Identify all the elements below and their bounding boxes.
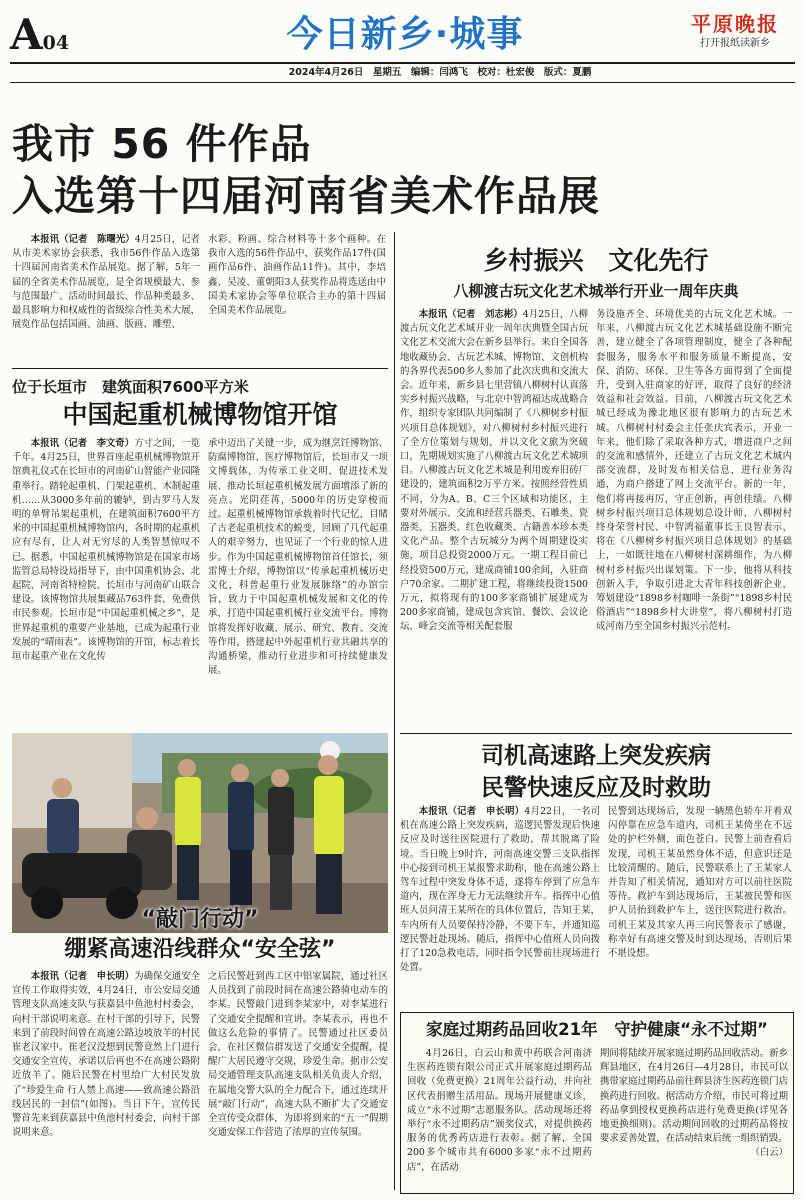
story1-byline: 本报讯（记者 陈曙光）: [30, 234, 135, 245]
story5-headline: [400, 740, 792, 804]
story2-col2: [208, 437, 388, 725]
story5-col2: [608, 805, 792, 1010]
story1-headline: [12, 118, 792, 222]
story1-col1: [12, 233, 200, 360]
story3-subhead: 八柳渡古玩文化艺术城举行开业一周年庆典: [453, 282, 739, 300]
story3-text1: 4月25日，八柳渡古玩文化艺术城开业一周年庆典暨全国古玩文化艺术交流大会在新乡县举行。来自全国各地收藏协会、古玩艺术城、博物馆、文创机构的各界代表500多人参加了此次庆典和交流大会。近年来，新乡县七里营镇八柳树村认真落实乡村振兴战略，与北京中智鸿福达成战略合作，组织专家团队共同编制了《八柳树乡村振兴项目总体规划》，对八柳树村乡村振兴进行了全方位策划与规划，并以文化文旅为突破口，先期规划实施了八柳渡古玩文化艺术城项目。八柳渡古玩文化艺术城是利用废弃旧砖厂建设的，建筑面积2万平方米。按照经营性质不同，分为A、B、C三个区域和功能区，主要对外展示、交流和经营兵器类、石雕类、瓷器类、玉器类、红色收藏类、古籍善本珍本类文化产品。整个古玩城分为两个周期建设实施，项目总投资2000万元。一期工程目前已经投资500万元，建成商铺100余间，入驻商户70余家。二期扩建工程，将继续投资1500万元，拟将现有的100多家商铺扩展建成为200多家商铺，建成包含宾馆、餐饮、会议论坛、峰会交流等相关配套服: [400, 309, 588, 633]
story2-text1: 方寸之间，一览千年。4月25日，世界首座起重机械博物馆开馆典礼仪式在长垣市的河南矿山智能产业园隆重举行。踏轮起重机、门架起重机、木制起重机……从3000多年前的辘轳，到古罗马人发明的单臂吊架起重机，在建筑面积7600平方米的中国起重机械博物馆内，各时期的起重机应有尽有，让人对无穷尽的人类智慧惊叹不已。据悉，中国起重机械博物馆是在国家市场监管总局特设局指导下，由中国重机协会、北起院、河南省特检院、长垣市与河南矿山联合建设。该博物馆共展集藏品763件套，免费供市民参观。长垣市是“中国起重机械之乡”，是世界起重机的重要产业基地，已成为起重行业发展的“晴雨表”。该博物馆的开馆，标志着长垣市起重产业在文化传: [12, 438, 200, 663]
page-number: 04: [42, 32, 70, 54]
story6-box: [400, 1012, 794, 1194]
story6-col2: [600, 1047, 788, 1192]
story4-headline-line1: “敲门行动”: [141, 907, 259, 932]
story3-byline: 本报讯（记者 刘志彬）: [418, 309, 523, 320]
story1-text2: 水彩、粉画、综合材料等十多个画种。在我市入选的56件作品中，获奖作品17件(国画作品6件、油画作品11件)。其中，李培鑫、吴凌、董朝阳3人获奖作品将选送由中国美术家协会等单位联合主办的第十四届全国美术作品展览。: [208, 234, 386, 317]
story1-headline-line1: 我市 56 件作品: [12, 120, 312, 168]
info-rule: [10, 82, 795, 83]
police-home-visit-photo: [12, 733, 388, 933]
page-letter-a: A: [10, 10, 43, 59]
story3-col1: [400, 308, 588, 726]
story4-text1: 为确保交通安全宣传工作取得实效，4月24日，市公安局交通管理支队高速支队与获嘉县中鱼池村村委会，向村干部说明来意。在村干部的引导下，民警来到了前段时间曾在高速公路边坡放羊的村民崔老汉家中。崔老汉没想到民警竟然上门进行交通安全宣传，承诺以后再也不在高速公路附近放羊了。随后民警在村里给广大村民发放了“珍爱生命 行人禁上高速——致高速公路沿线居民的一封信”(如图)。当日下午，宣传民警首先来到获嘉县中鱼池村村委会，向村干部说明来意。: [12, 971, 200, 1139]
story6-text1: 4月26日，白云山和黄中药联合河南济生医药连锁有限公司正式开展家庭过期药品回收（免费更换）21周年公益行动，并向社区代表捐赠生活用品。现场开展健康义诊，成立“永不过期”志愿服务队。活动现场还将举行“永不过期药店”颁奖仪式，对提供换药服务的优秀药店进行表彰。据了解，全国200多个城市共有6000多家“永不过期药店”，在活动: [407, 1048, 592, 1173]
story5-text1: 4月22日，一名司机在高速公路上突发疾病，巡逻民警发现后快速反应及时送往医院进行了救助，帮其脱离了险境。当日晚上9时许，河南高速交警三支队指挥中心接到司机王某报警求助称，他在高速公路上驾车过程中突发身体不适，遂将车停到了应急车道内，现在浑身无力无法继续开车。指挥中心值班人员问清王某所在的具体位置后，告知王某，车内所有人员要保持冷静，不要下车，并通知巡逻民警赶赴现场。随后，指挥中心值班人员向拨打了120急救电话，同时指令民警前往现场进行处置。: [400, 806, 600, 974]
story2-text2: 承中迈出了关键一步，成为继烹饪博物馆、防腐博物馆、医疗博物馆后，长垣市又一项文博载体，为传承工业文明、促进技术发展、推动长垣起重机械发展方面增添了新的亮点。光阴荏苒，5000年的历史穿梭而过。起重机械博物馆承载着时代记忆，目睹了古老起重机技术的蜕变，回顾了几代起重人的艰辛努力，也见证了一个行业的惊人进步。作为中国起重机械博物馆首任馆长，须雷博士介绍，博物馆以“传承起重机械历史文化，科普起重行业发展脉络”的办馆宗旨，致力于中国起重机械发展和文化的传承，打造中国起重机械行业交流平台。博物馆将发挥好收藏、展示、研究、教育、交流等作用，搭建起中外起重机行业共融共享的沟通桥梁，推动行业进步和可持续健康发展。: [208, 438, 388, 677]
section-title: 今日新乡·城事: [286, 14, 524, 55]
story5-col1: [400, 805, 600, 1010]
brand-logo: 平原晚报: [691, 12, 779, 36]
column-divider: [394, 232, 395, 1190]
story1-text1: 4月25日，记者从市美术家协会获悉，我市56件作品入选第十四届河南省美术作品展览。据了解，5年一届的全省美术作品展览，是全省规模最大、参与范围最广、活动时间最长、作品种类最多、最具影响力和权威性的省级综合性美术大展，展览作品包括国画、油画、版画、雕塑、: [12, 234, 200, 331]
story1-headline-line2: 入选第十四届河南省美术作品展: [12, 172, 600, 220]
story5-headline-line2: 民警快速反应及时救助: [481, 775, 711, 801]
story6-sign: （白云）: [750, 1147, 788, 1159]
story2-col1: [12, 437, 200, 725]
divider-left-1: [12, 368, 388, 369]
story3-headline: 乡村振兴 文化先行: [483, 246, 709, 275]
story2-byline: 本报讯（记者 李文奇）: [30, 438, 135, 449]
info-line: 2024年4月26日 星期五 编辑：闫鸿飞 校对：杜宏俊 版式：夏鹏: [288, 67, 592, 78]
story4-headline-line2: 绷紧高速沿线群众“安全弦”: [64, 937, 336, 962]
brand-slogan: 打开报纸读新乡: [700, 38, 770, 49]
page-letter: [10, 12, 80, 58]
story3-col2: [596, 308, 792, 726]
story2-kicker: 位于长垣市 建筑面积7600平方米: [12, 378, 249, 396]
story5-headline-line1: 司机高速路上突发疾病: [481, 743, 711, 769]
story4-col2: [208, 970, 388, 1192]
story6-headline: 家庭过期药品回收21年 守护健康“永不过期”: [426, 1020, 768, 1039]
masthead-rule: [10, 62, 795, 64]
divider-right-1: [400, 733, 792, 734]
story3-text2: 务设施齐全、环境优美的古玩文化艺术城。一年来，八柳渡古玩文化艺术城基础设施不断完善，建立健全了各项管理制度，健全了各种配套服务，服务水平和服务质量不断提高，安保、消防、环保、卫生等各方面得到了全面提升，受到入驻商家的好评，取得了良好的经济效益和社会效益。目前，八柳渡古玩文化艺术城已经成为豫北地区很有影响力的古玩艺术城。八柳树村村委会主任张庆宾表示，开业一年来，他们除了采取各种方式，增进商户之间的交流和感情外，还建立了古玩文化艺术城内部交流群，及时发布相关信息，进行业务沟通，为商户搭建了网上交流平台。新的一年，他们将再接再厉，守正创新，再创佳绩。八柳树乡村振兴项目总体规划总设计师、八柳树村终身荣誉村民、中智鸿福董事长王良智表示，将在《八柳树乡村振兴项目总体规划》的基础上，一如既往地在八柳树村深耕细作，为八柳树村乡村振兴出谋划策。下一步，他将从科技创新入手，争取引进北大青年科技创新企业，筹划建设“1898乡村咖啡一条街”“1898乡村民俗酒店”“1898乡村大讲堂”，将八柳树村打造成河南乃至全国乡村振兴示范村。: [596, 309, 792, 633]
story4-text2: 之后民警赶到西工区中铝家属院，通过社区人员找到了前段时间在高速公路骑电动车的李某。民警敲门进到李某家中，对李某进行了交通安全提醒和宣讲。李某表示，再也不做这么危险的事情了。民警通过社区委员会，在社区微信群发送了交通安全提醒，提醒广大居民遵守交规，珍爱生命。据市公安局交通管理支队高速支队相关负责人介绍，在属地交警大队的全力配合下，通过连续开展“敲门行动”，高速大队不断扩大了交通安全宣传受众群体，为即将到来的“五一”假期交通安保工作营造了浓厚的宣传氛围。: [208, 971, 388, 1139]
story1-col2: [208, 233, 386, 360]
story6-col1: [407, 1047, 592, 1192]
brand-logo-box: [676, 12, 794, 58]
story4-col1: [12, 970, 200, 1192]
story4-headline: [12, 905, 388, 965]
story2-headline: 中国起重机械博物馆开馆: [62, 400, 338, 429]
story4-byline: 本报讯（记者 申长明）: [30, 971, 135, 982]
story4-photo: [12, 733, 388, 933]
story5-byline: 本报讯（记者 申长明）: [418, 806, 525, 817]
story6-text2: 期间将陆续开展家庭过期药品回收活动。新乡辉县地区，在4月26日—4月28日，市民可以携带家庭过期药品前往辉县济生医药连锁门店换药进行回收。据活动方介绍，市民可将过期药品拿到授权更换药店进行免费更换(详见各地更换细则)。活动期间回收的过期药品将按要求妥善处置，在活动结束后统一组织销毁。: [600, 1048, 788, 1145]
story5-text2: 民警到达现场后，发现一辆黑色轿车开着双闪停靠在应急车道内，司机王某倚坐在不远处的护栏外侧，面色苍白。民警上前查看后发现，司机王某虽然身体不适，但意识还是比较清醒的。随后，民警联系上了王某家人并告知了相关情况，通知对方可以前往医院等待。救护车到达现场后，王某被民警和医护人员抬到救护车上，送往医院进行救治。司机王某及其家人再三向民警表示了感谢，称幸好有高速交警及时到达现场，否则后果不堪设想。: [608, 806, 792, 960]
